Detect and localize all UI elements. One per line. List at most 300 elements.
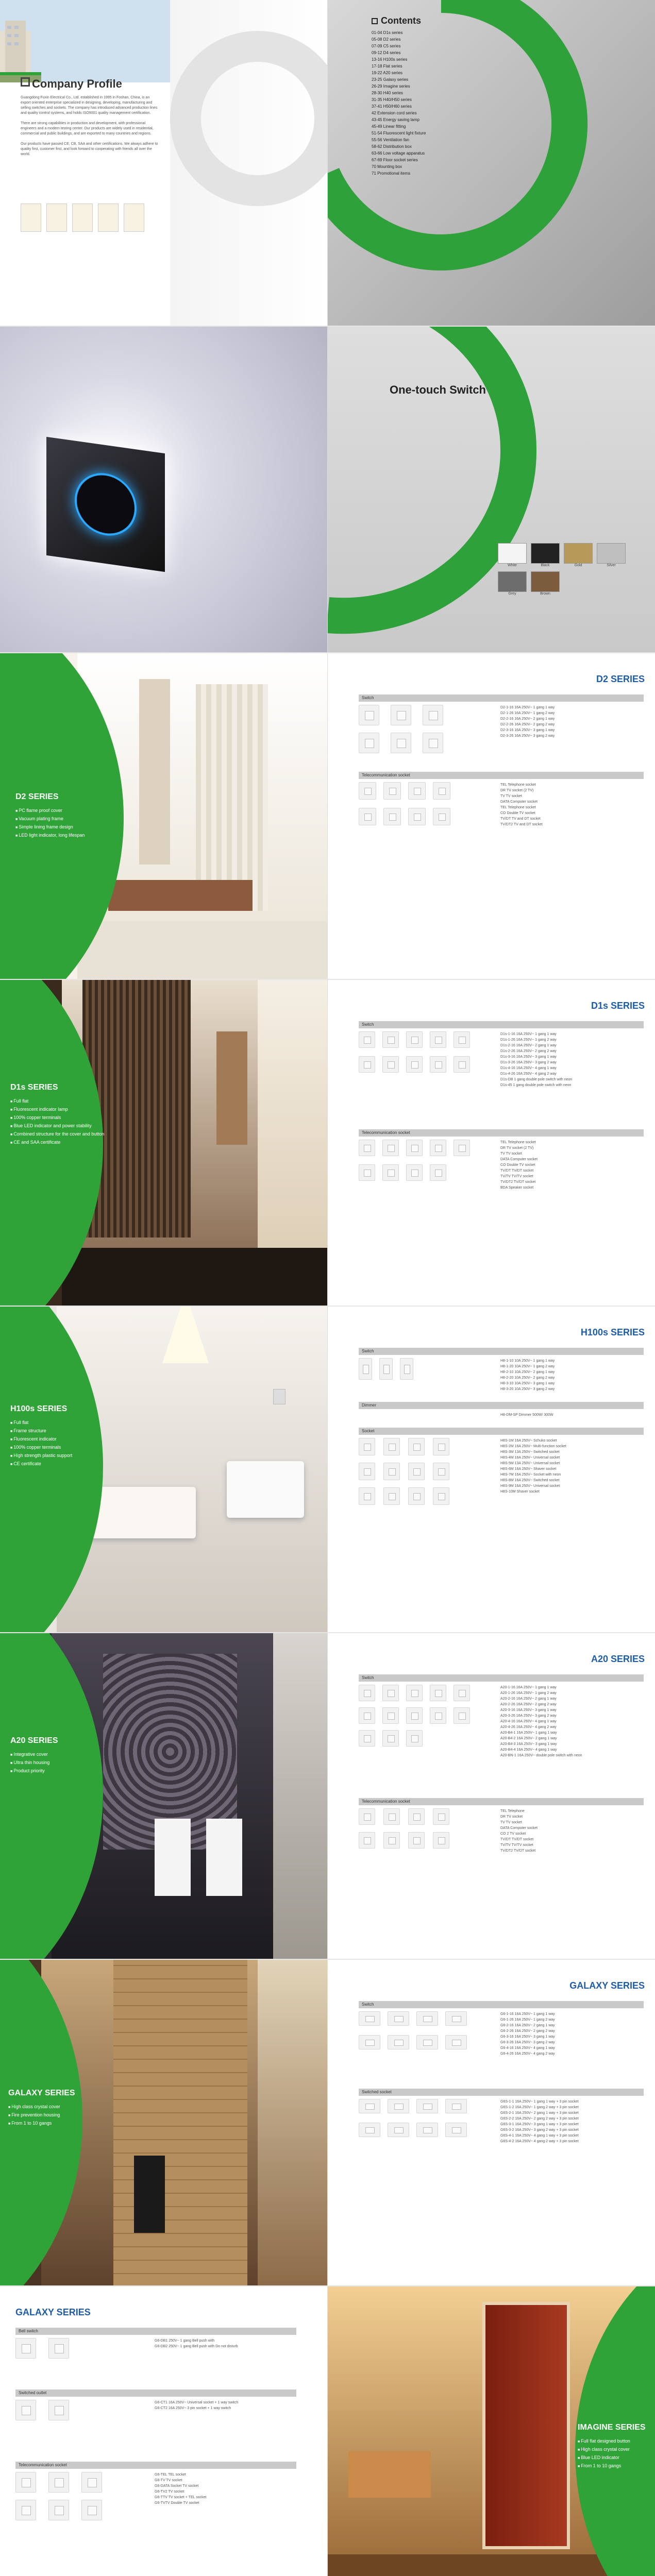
product-thumbnail: [382, 1164, 399, 1181]
product-thumbnail: [81, 2472, 102, 2493]
d2-section-switch: Switch: [359, 694, 644, 702]
spec-row: D2-1-26 16A 250V~ 1 gang 2 way: [500, 711, 555, 715]
spread-galaxy: [0, 1960, 655, 2286]
feature-item: ■ From 1 to 10 gangs: [578, 2462, 646, 2470]
color-swatch: [531, 543, 560, 567]
spread-galaxy-imagine: [0, 2286, 655, 2576]
spec-row: D1s-4-16 16A 250V~ 4 gang 1 way: [500, 1066, 557, 1070]
feature-item: ■ Fluorescent indicator lamp: [10, 1106, 104, 1114]
product-thumbnail: [48, 2338, 69, 2359]
spec-row: D1s-1-26 16A 250V~ 1 gang 2 way: [500, 1038, 557, 1042]
contents-item: 51-54 Fluorescent light fixture: [372, 131, 426, 135]
a20-section-switch: Switch: [359, 1674, 644, 1682]
product-thumbnail: [406, 1685, 423, 1701]
spec-row: DR TV socket: [500, 1815, 523, 1819]
spec-row: DATA Computer socket: [500, 1826, 538, 1830]
product-thumbnail: [359, 733, 379, 753]
spec-row: A20-B4-4 16A 250V~ 4 gang 1 way: [500, 1748, 557, 1752]
spec-row: H8S-6M 16A 250V~ Shaver socket: [500, 1467, 557, 1471]
contents-item: 01-04 D1s series: [372, 30, 403, 35]
product-thumbnail: [359, 2011, 380, 2026]
spec-row: D1s-2-16 16A 250V~ 2 gang 1 way: [500, 1044, 557, 1047]
d2-switch-list: [500, 705, 555, 739]
feature-item: ■ Full flat: [10, 1097, 104, 1106]
product-thumbnail: [406, 1031, 423, 1048]
spec-row: H8S-7M 16A 250V~ Socket with neon: [500, 1473, 561, 1477]
profile-para-3: Our products have passed CE, CB, SAA and other certifications. We always adhere to quality first, customer first, and look forward to cooperating with friends all over the world.: [21, 142, 158, 156]
d1s-switch-list: [500, 1031, 572, 1088]
galaxy-switch-list: [500, 2011, 555, 2057]
feature-item: ■ Integrative cover: [10, 1751, 58, 1759]
contents-item: 13-16 H100s series: [372, 57, 408, 62]
product-thumbnail: [454, 1707, 470, 1724]
spec-row: D1s-3-16 16A 250V~ 3 gang 1 way: [500, 1055, 557, 1059]
product-thumbnail: [359, 1685, 375, 1701]
d1s-left-page: [0, 980, 327, 1306]
spec-row: CO 2 TV socket: [500, 1832, 526, 1836]
spread-h100s: [0, 1307, 655, 1633]
certificate: [21, 204, 41, 232]
spec-row: G6-4-16 16A 250V~ 4 gang 1 way: [500, 2046, 555, 2050]
product-thumbnail: [383, 1438, 400, 1455]
spec-row: H8S-4M 16A 250V~ Universal socket: [500, 1456, 560, 1460]
spread-a20: [0, 1633, 655, 1960]
product-thumbnail: [408, 782, 426, 800]
a20-right-page: [328, 1633, 655, 1959]
spec-row: H8S-1M 16A 250V~ Schuko socket: [500, 1439, 557, 1443]
h100s-section-dimmer: Dimmer: [359, 1402, 644, 1409]
contents-page: [328, 0, 655, 326]
contents-list: [372, 29, 426, 177]
feature-item: ■ Combined structure for the cover and button: [10, 1130, 104, 1139]
wall-panel: [139, 679, 170, 865]
onetouch-switch-product: [46, 437, 165, 572]
wall-switch: [273, 1389, 285, 1404]
spec-row: D1s-3-26 16A 250V~ 3 gang 2 way: [500, 1061, 557, 1064]
spec-row: CO Double TV socket: [500, 811, 535, 815]
product-thumbnail: [359, 1056, 375, 1073]
d2-features: [15, 792, 85, 840]
product-thumbnail: [400, 1358, 413, 1380]
product-thumbnail: [382, 1707, 399, 1724]
feature-item: ■ Blue LED indicator and power stability: [10, 1122, 104, 1130]
product-thumbnail: [433, 808, 450, 825]
d2-feature-list: [15, 807, 85, 840]
profile-page: [0, 0, 327, 326]
h100s-right-page: [328, 1307, 655, 1632]
spec-row: G6S-1-2 16A 250V~ 1 gang 2 way + 3 pin socket: [500, 2106, 579, 2109]
product-thumbnail: [433, 1463, 449, 1480]
spec-row: BDA Speaker socket: [500, 1186, 534, 1190]
spec-row: G6S-4-2 16A 250V~ 4 gang 2 way + 3 pin socket: [500, 2140, 579, 2143]
product-thumbnail: [416, 2011, 438, 2026]
spec-row: TV TV socket: [500, 1152, 522, 1156]
swatch-sample: [498, 571, 527, 592]
spread-onetouch: [0, 327, 655, 653]
spec-row: G6-2-26 16A 250V~ 2 gang 2 way: [500, 2029, 555, 2033]
product-thumbnail: [15, 2472, 36, 2493]
spread-d2: [0, 653, 655, 980]
galaxy2-bell-list: [155, 2338, 238, 2349]
product-thumbnail: [15, 2400, 36, 2420]
white-chair: [206, 1819, 242, 1896]
galaxy2-tel-list: [155, 2472, 206, 2506]
feature-item: ■ Vacuum plating frame: [15, 815, 85, 823]
product-thumbnail: [430, 1164, 446, 1181]
contents-item: 42 Extension cord series: [372, 111, 417, 115]
galaxy-section-switch: Switch: [359, 2001, 644, 2008]
spec-row: D1s-4-26 16A 250V~ 4 gang 2 way: [500, 1072, 557, 1076]
color-swatch: [597, 543, 626, 567]
d1s-section-socket: Telecommunication socket: [359, 1129, 644, 1137]
spec-row: TV/DT TV and DT socket: [500, 817, 541, 821]
feature-item: ■ Simple lining frame design: [15, 823, 85, 832]
spec-row: TEL Telephone socket: [500, 806, 536, 809]
h100s-series-label: H100s SERIES: [10, 1404, 68, 1413]
product-thumbnail: [406, 1140, 423, 1156]
contents-item: 31-35 H40/H50 series: [372, 97, 412, 102]
contents-item: 67-69 Floor socket series: [372, 158, 418, 162]
spec-row: TV/TV TV/TV socket: [500, 1843, 533, 1847]
product-thumbnail: [391, 705, 411, 725]
certificate: [98, 204, 119, 232]
swatch-sample: [564, 543, 593, 564]
spec-row: TV/DT2 TV/DT socket: [500, 1180, 536, 1184]
feature-item: ■ Frame structure: [10, 1427, 72, 1435]
spec-row: A20-4-26 16A 250V~ 4 gang 2 way: [500, 1725, 557, 1729]
product-thumbnail: [359, 1140, 375, 1156]
product-thumbnail: [359, 1808, 375, 1825]
a20-feature-list: [10, 1751, 58, 1775]
galaxy-socket-list: [500, 2099, 579, 2144]
a20-series-label: A20 SERIES: [10, 1736, 58, 1745]
spec-row: D1s-DB 1 gang double pole switch with neon: [500, 1078, 573, 1081]
product-thumbnail: [445, 2035, 467, 2049]
color-swatch: [498, 543, 527, 567]
contents-icon: [372, 18, 378, 24]
product-thumbnail: [430, 1140, 446, 1156]
spec-row: G6S-4-1 16A 250V~ 4 gang 1 way + 3 pin socket: [500, 2134, 579, 2138]
galaxy2-section-bell: Bell switch: [15, 2328, 296, 2335]
spec-row: TV/DT TV/DT socket: [500, 1838, 534, 1841]
product-thumbnail: [408, 1463, 425, 1480]
h100s-section-switch: Switch: [359, 1348, 644, 1355]
feature-item: ■ CE certificate: [10, 1460, 72, 1468]
feature-item: ■ From 1 to 10 gangs: [8, 2120, 75, 2128]
spec-row: G6-4-26 16A 250V~ 4 gang 2 way: [500, 2052, 555, 2056]
product-thumbnail: [391, 733, 411, 753]
pillar: [273, 1633, 327, 1959]
spec-row: D1s-2-26 16A 250V~ 2 gang 2 way: [500, 1049, 557, 1053]
spec-row: CO Double TV socket: [500, 1163, 535, 1167]
feature-item: ■ Fluorescent indicator: [10, 1435, 72, 1444]
d2-right-page: [328, 653, 655, 979]
product-thumbnail: [408, 1808, 425, 1825]
product-thumbnail: [382, 1056, 399, 1073]
swatch-sample: [597, 543, 626, 564]
onetouch-left-page: [0, 327, 327, 652]
contents-item: 55-56 Ventilation fan: [372, 138, 409, 142]
color-swatch: [498, 571, 527, 596]
product-thumbnail: [359, 1164, 375, 1181]
spec-row: G6-TV2 TV socket: [155, 2490, 184, 2494]
galaxy2-page: [0, 2286, 327, 2576]
product-thumbnail: [383, 1463, 400, 1480]
imagine-page: [328, 2286, 655, 2576]
spec-row: A20-2-26 16A 250V~ 2 gang 2 way: [500, 1703, 557, 1706]
product-thumbnail: [454, 1031, 470, 1048]
product-thumbnail: [430, 1056, 446, 1073]
feature-item: ■ High strength plastic support: [10, 1452, 72, 1460]
product-thumbnail: [433, 1438, 449, 1455]
spec-row: D2-3-16 16A 250V~ 3 gang 1 way: [500, 728, 555, 732]
galaxy2-section-tel: Telecommunication socket: [15, 2462, 296, 2469]
armchair: [227, 1461, 304, 1518]
wood-wall: [113, 1960, 247, 2285]
product-thumbnail: [359, 2035, 380, 2049]
product-thumbnail: [408, 1487, 425, 1505]
color-swatches: [498, 543, 632, 596]
contents-item: 63-66 Low voltage apparatus: [372, 151, 425, 156]
contents-item: 70 Mounting box: [372, 164, 402, 169]
swatch-label: White: [508, 564, 517, 567]
galaxy-feature-list: [8, 2103, 75, 2128]
profile-para-2: There are strong capabilities in production and development, with professional engineers and a modern testing center. Our products are widely used in residential, commercial and public buildings, and are exported to many countries and regions.: [21, 122, 154, 135]
swatch-sample: [498, 543, 527, 564]
product-thumbnail: [408, 1438, 425, 1455]
d2-left-page: [0, 653, 327, 979]
product-thumbnail: [416, 2035, 438, 2049]
feature-item: ■ CE and SAA certificate: [10, 1139, 104, 1147]
d1s-socket-list: [500, 1140, 538, 1191]
product-thumbnail: [383, 1832, 400, 1849]
product-thumbnail: [430, 1685, 446, 1701]
spec-row: H8S-3M 13A 250V~ Switched socket: [500, 1450, 560, 1454]
a20-left-page: [0, 1633, 327, 1959]
contents-item: 43-45 Energy saving lamp: [372, 117, 419, 122]
contents-item: 07-09 C5 series: [372, 44, 401, 48]
spec-row: D2-2-16 16A 250V~ 2 gang 1 way: [500, 717, 555, 721]
product-thumbnail: [382, 1140, 399, 1156]
product-thumbnail: [382, 1031, 399, 1048]
spec-row: G6S-3-1 16A 250V~ 3 gang 1 way + 3 pin socket: [500, 2123, 579, 2126]
swatch-label: Black: [541, 564, 550, 567]
spec-row: H8S-2M 16A 250V~ Multi-function socket: [500, 1445, 566, 1448]
spec-row: G6-1-26 16A 250V~ 1 gang 2 way: [500, 2018, 555, 2022]
product-thumbnail: [433, 1832, 449, 1849]
d2-section-socket: Telecommunication socket: [359, 772, 644, 779]
contents-block: [372, 15, 426, 177]
contents-item: 23-25 Galaxy series: [372, 77, 409, 82]
certificate: [72, 204, 93, 232]
d1s-section-switch: Switch: [359, 1021, 644, 1028]
h100s-features: [10, 1404, 72, 1468]
a20-features: [10, 1736, 58, 1775]
product-thumbnail: [388, 2123, 409, 2137]
ceiling-lamp: [139, 1307, 232, 1363]
a20-title: A20 SERIES: [591, 1654, 645, 1664]
feature-item: ■ High class crystal cover: [578, 2446, 646, 2454]
product-thumbnail: [408, 1832, 425, 1849]
product-thumbnail: [383, 1808, 400, 1825]
product-thumbnail: [382, 1685, 399, 1701]
product-thumbnail: [445, 2123, 467, 2137]
product-thumbnail: [406, 1056, 423, 1073]
spec-row: TEL Telephone socket: [500, 783, 536, 787]
product-thumbnail: [454, 1056, 470, 1073]
spec-row: A20-BN-1 16A 250V~ double pole switch with neon: [500, 1754, 582, 1757]
feature-item: ■ Full flat: [10, 1419, 72, 1427]
spec-row: G6S-2-2 16A 250V~ 2 gang 2 way + 3 pin socket: [500, 2117, 579, 2121]
d1s-title: D1s SERIES: [591, 1001, 645, 1011]
green-ring-graphic: [328, 0, 596, 278]
a20-section-socket: Telecommunication socket: [359, 1798, 644, 1805]
interior-photo: [41, 1960, 327, 2285]
profile-logo-icon: [21, 77, 30, 87]
d2-title: D2 SERIES: [596, 674, 645, 684]
spec-row: G6-DB1 250V~ 1 gang Bell push with: [155, 2339, 215, 2343]
swatch-sample: [531, 571, 560, 592]
spec-row: D2-3-26 16A 250V~ 3 gang 2 way: [500, 734, 555, 738]
spec-row: DR TV socket (2 TV): [500, 1146, 534, 1150]
spec-row: G6-TEL TEL socket: [155, 2473, 186, 2477]
product-thumbnail: [359, 705, 379, 725]
product-thumbnail: [359, 1031, 375, 1048]
galaxy-features: [8, 2089, 75, 2128]
product-thumbnail: [359, 2099, 380, 2113]
product-thumbnail: [48, 2472, 69, 2493]
spec-row: D2-1-16 16A 250V~ 1 gang 1 way: [500, 706, 555, 709]
spec-row: A20-B4-1 16A 250V~ 1 gang 1 way: [500, 1731, 557, 1735]
contents-item: 17-18 Flat series: [372, 64, 402, 69]
feature-item: ■ Blue LED indicator: [578, 2454, 646, 2462]
feature-item: ■ Full flat designed button: [578, 2437, 646, 2446]
vase-stand: [134, 2156, 165, 2233]
onetouch-ring-icon: [75, 469, 137, 540]
spec-row: H8-1-10 10A 250V~ 1 gang 1 way: [500, 1359, 555, 1363]
h100s-feature-list: [10, 1419, 72, 1468]
product-thumbnail: [406, 1707, 423, 1724]
feature-item: ■ Product priority: [10, 1767, 58, 1775]
spec-row: TV TV socket: [500, 1821, 522, 1824]
spec-row: G6-TTV TV socket + TEL socket: [155, 2496, 207, 2499]
spec-row: H8S-8M 16A 250V~ Switched socket: [500, 1479, 560, 1482]
feature-item: ■ 100% copper terminals: [10, 1114, 104, 1122]
profile-para-1: Guangdong Fuxin Electrical Co., Ltd. established in 1995 in Foshan, China, is an export oriented enterprise specialized in designing, developing, manufacturing and selling switches and sockets. The company has introduced advanced production lines and quality control systems, and holds ISO9001 quality management certification.: [21, 96, 158, 115]
product-thumbnail: [359, 1358, 372, 1380]
spread-profile: [0, 0, 655, 327]
spec-row: TV/TV TV/TV socket: [500, 1175, 533, 1178]
spec-row: H8S-5M 13A 250V~ Universal socket: [500, 1462, 560, 1465]
spec-row: H8-2-10 10A 250V~ 2 gang 1 way: [500, 1370, 555, 1374]
galaxy2-title: GALAXY SERIES: [15, 2307, 91, 2317]
d1s-feature-list: [10, 1097, 104, 1147]
product-thumbnail: [388, 2099, 409, 2113]
pagoda-lamp: [216, 1031, 247, 1145]
spec-row: H8-DM-SP Dimmer 500W/ 300W: [500, 1413, 553, 1417]
product-thumbnail: [433, 782, 450, 800]
spec-row: H8-2-20 10A 250V~ 2 gang 2 way: [500, 1376, 555, 1380]
spec-row: G6-CT2 16A 250V~ 3 pin socket + 1 way switch: [155, 2406, 231, 2410]
spec-row: H8-3-20 10A 250V~ 3 gang 2 way: [500, 1387, 555, 1391]
spec-row: H8S-9M 16A 250V~ Universal socket: [500, 1484, 560, 1488]
product-thumbnail: [383, 1487, 400, 1505]
d2-series-label: D2 SERIES: [15, 792, 59, 801]
galaxy2-section-outlet: Switched outlet: [15, 2389, 296, 2397]
onetouch-right-page: [328, 327, 655, 652]
floor: [77, 921, 327, 979]
spec-row: A20-B4-2 16A 250V~ 2 gang 1 way: [500, 1737, 557, 1740]
product-thumbnail: [359, 2123, 380, 2137]
contents-title: Contents: [381, 15, 421, 26]
swatch-label: Silver: [607, 564, 616, 567]
a20-switch-list: [500, 1685, 582, 1758]
spec-row: G6-DATA Socket TV socket: [155, 2484, 199, 2488]
spec-row: TV TV socket: [500, 794, 522, 798]
product-thumbnail: [359, 1463, 375, 1480]
spec-row: TV/DT2 TV/DT socket: [500, 1849, 536, 1853]
product-thumbnail: [383, 808, 401, 825]
product-thumbnail: [359, 1487, 375, 1505]
d2-socket-list: [500, 782, 543, 827]
feature-item: ■ 100% copper terminals: [10, 1444, 72, 1452]
h100s-title: H100s SERIES: [580, 1327, 645, 1337]
spec-row: G6S-3-2 16A 250V~ 3 gang 2 way + 3 pin socket: [500, 2128, 579, 2132]
spec-row: G6-TV TV socket: [155, 2479, 182, 2482]
spec-row: A20-1-16 16A 250V~ 1 gang 1 way: [500, 1686, 557, 1689]
green-strip: [0, 72, 41, 75]
spec-row: A20-4-16 16A 250V~ 4 gang 1 way: [500, 1720, 557, 1723]
h100s-socket-list: [500, 1438, 566, 1495]
imagine-series-label: IMAGINE SERIES: [578, 2423, 646, 2432]
spec-row: D1s-1-16 16A 250V~ 1 gang 1 way: [500, 1032, 557, 1036]
color-swatch: [531, 571, 560, 596]
swatch-sample: [531, 543, 560, 564]
h100s-switch-list: [500, 1358, 555, 1392]
product-thumbnail: [454, 1685, 470, 1701]
certificates: [21, 204, 144, 232]
spec-row: DATA Computer socket: [500, 800, 538, 804]
product-thumbnail: [433, 1808, 449, 1825]
spec-row: D1s-45 1 gang double pole switch with neon: [500, 1083, 572, 1087]
product-thumbnail: [48, 2400, 69, 2420]
spec-row: TV/DT2 TV and DT socket: [500, 823, 543, 826]
product-thumbnail: [359, 1832, 375, 1849]
spec-row: H8-3-10 10A 250V~ 3 gang 1 way: [500, 1382, 555, 1385]
product-thumbnail: [454, 1140, 470, 1156]
spec-row: A20-3-26 16A 250V~ 3 gang 2 way: [500, 1714, 557, 1718]
spec-row: A20-2-16 16A 250V~ 2 gang 1 way: [500, 1697, 557, 1701]
galaxy-series-label: GALAXY SERIES: [8, 2089, 75, 2097]
spec-row: G6-DB2 250V~ 1 gang Bell push with Do not disturb: [155, 2345, 238, 2348]
swatch-label: Gold: [574, 564, 582, 567]
feature-item: ■ LED light indicator, long lifespan: [15, 832, 85, 840]
imagine-features: [578, 2423, 646, 2470]
spec-row: A20-3-16 16A 250V~ 3 gang 1 way: [500, 1708, 557, 1712]
d1s-series-label: D1s SERIES: [10, 1083, 58, 1092]
product-thumbnail: [406, 1730, 423, 1747]
product-thumbnail: [433, 1487, 449, 1505]
certificate: [124, 204, 144, 232]
galaxy-right-page: [328, 1960, 655, 2285]
product-thumbnail: [48, 2500, 69, 2520]
h100s-dimmer-list: [500, 1412, 553, 1418]
spec-row: DR TV socket (2 TV): [500, 789, 534, 792]
certificate: [46, 204, 67, 232]
spec-row: A20-1-26 16A 250V~ 1 gang 2 way: [500, 1691, 557, 1695]
color-swatch: [564, 543, 593, 567]
product-thumbnail: [445, 2099, 467, 2113]
